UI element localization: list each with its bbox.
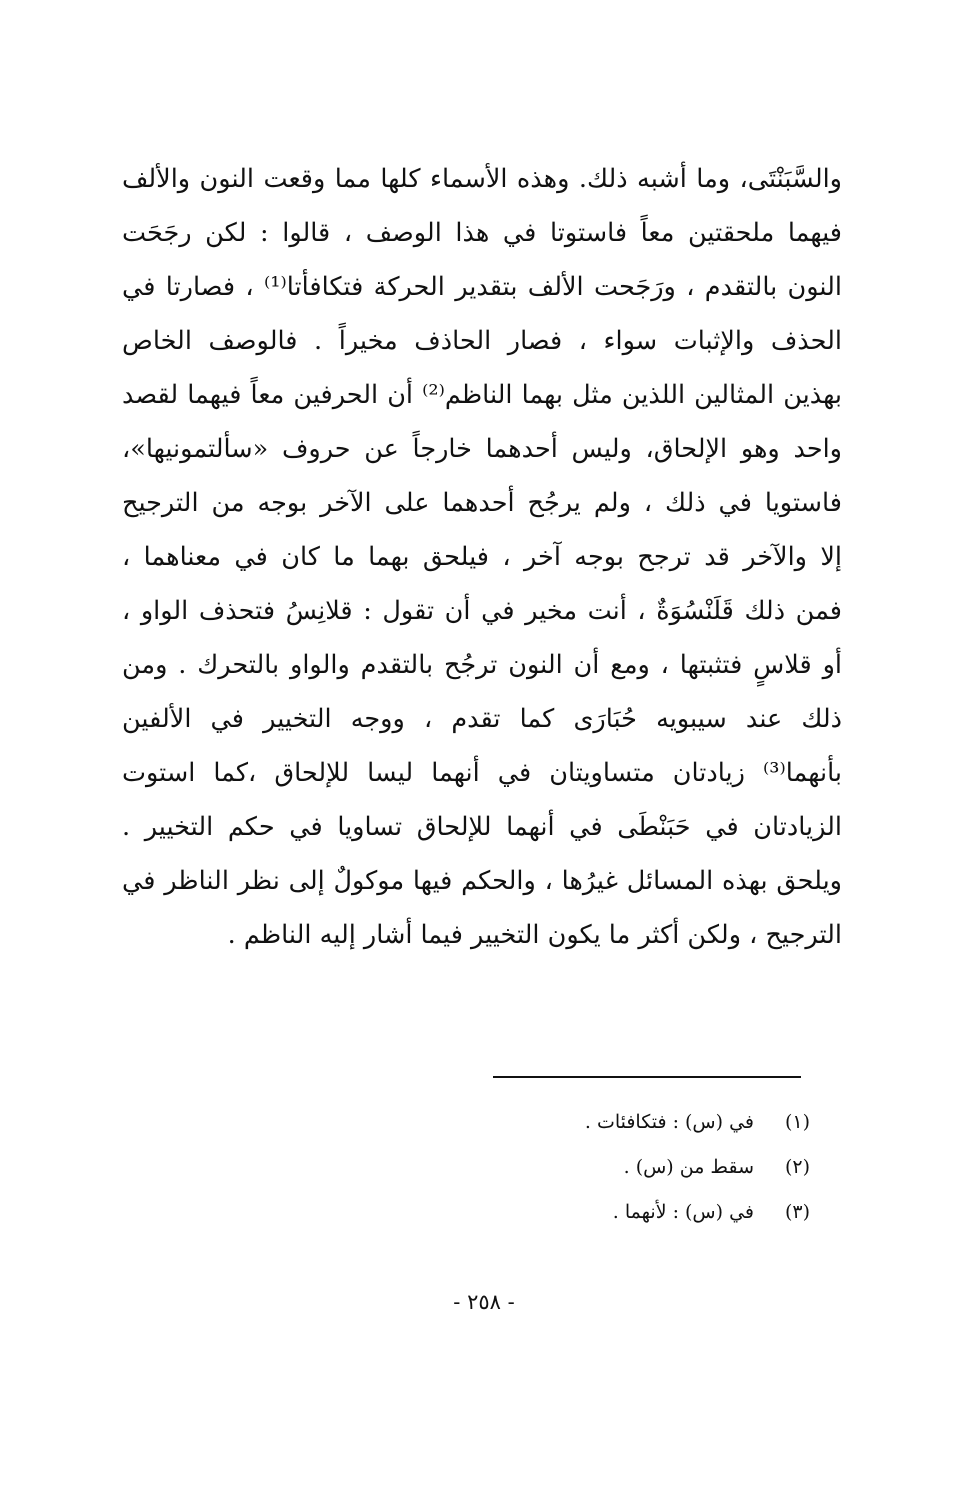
text-line: ذلك عند سيبويه حُبَارَى كما تقدم ، ووجه التخيير في الألفين: [122, 704, 842, 734]
footnote-separator: [493, 1076, 801, 1078]
text-line: واحد وهو الإلحاق، وليس أحدهما خارجاً عن حروف «سألتمونيها»،: [122, 434, 842, 464]
text-line: فاستويا في ذلك ، ولم يرجُح أحدهما على الآخر بوجه من الترجيح: [122, 488, 842, 518]
text-line: بأنهما⁽³⁾ زيادتان متساويتان في أنهما ليسا للإلحاق ،كما استوت: [122, 758, 842, 788]
footnote-text: في (س) : لأنهما .: [612, 1201, 754, 1223]
main-text: [122, 152, 842, 962]
text-line: الزيادتان في حَبَنْطَى في أنهما للإلحاق تساويا في حكم التخيير .: [122, 812, 842, 842]
page-number: - ٢٥٨ -: [453, 1290, 515, 1314]
text-line: النون بالتقدم ، ورَجَحت الألف بتقدير الحركة فتكافأتا⁽¹⁾ ، فصارتا في: [122, 272, 842, 302]
text-line: بهذين المثالين اللذين مثل بهما الناظم⁽²⁾ أن الحرفين معاً فيهما لقصد: [122, 380, 842, 410]
footnote-number: (٣): [784, 1201, 810, 1223]
text-line: الحذف والإثبات سواء ، فصار الحاذف مخيراً . فالوصف الخاص: [122, 326, 842, 356]
text-line: ويلحق بهذه المسائل غيرُها ، والحكم فيها موكولٌ إلى نظر الناظر في: [122, 866, 842, 896]
footnote-1: [290, 1100, 810, 1145]
text-line: إلا والآخر قد ترجح بوجه آخر ، فيلحق بهما ما كان في معناهما ،: [122, 542, 842, 572]
text-line: أو قلاسٍ فتثبتها ، ومع أن النون ترجُح بالتقدم والواو بالتحرك . ومن: [122, 650, 842, 680]
text-line: الترجيح ، ولكن أكثر ما يكون التخيير فيما أشار إليه الناظم .: [227, 920, 842, 950]
footnotes: [290, 1100, 810, 1235]
footnote-number: (٢): [784, 1156, 810, 1178]
footnote-2: [290, 1145, 810, 1190]
footnote-number: (١): [784, 1111, 810, 1133]
footnote-text: في (س) : فتكافئات .: [584, 1111, 754, 1133]
footnote-text: سقط من (س) .: [623, 1156, 754, 1178]
text-line: فيهما ملحقتين معاً فاستوتا في هذا الوصف ، قالوا : لكن رجَحَت: [122, 218, 842, 248]
footnote-3: [290, 1190, 810, 1235]
text-line: فمن ذلك قَلَنْسُوَةٌ ، أنت مخير في أن تقول : قلانِسُ فتحذف الواو ،: [122, 596, 842, 626]
text-line: والسَّبَنْتَى، وما أشبه ذلك. وهذه الأسماء كلها مما وقعت النون والألف: [122, 164, 842, 194]
